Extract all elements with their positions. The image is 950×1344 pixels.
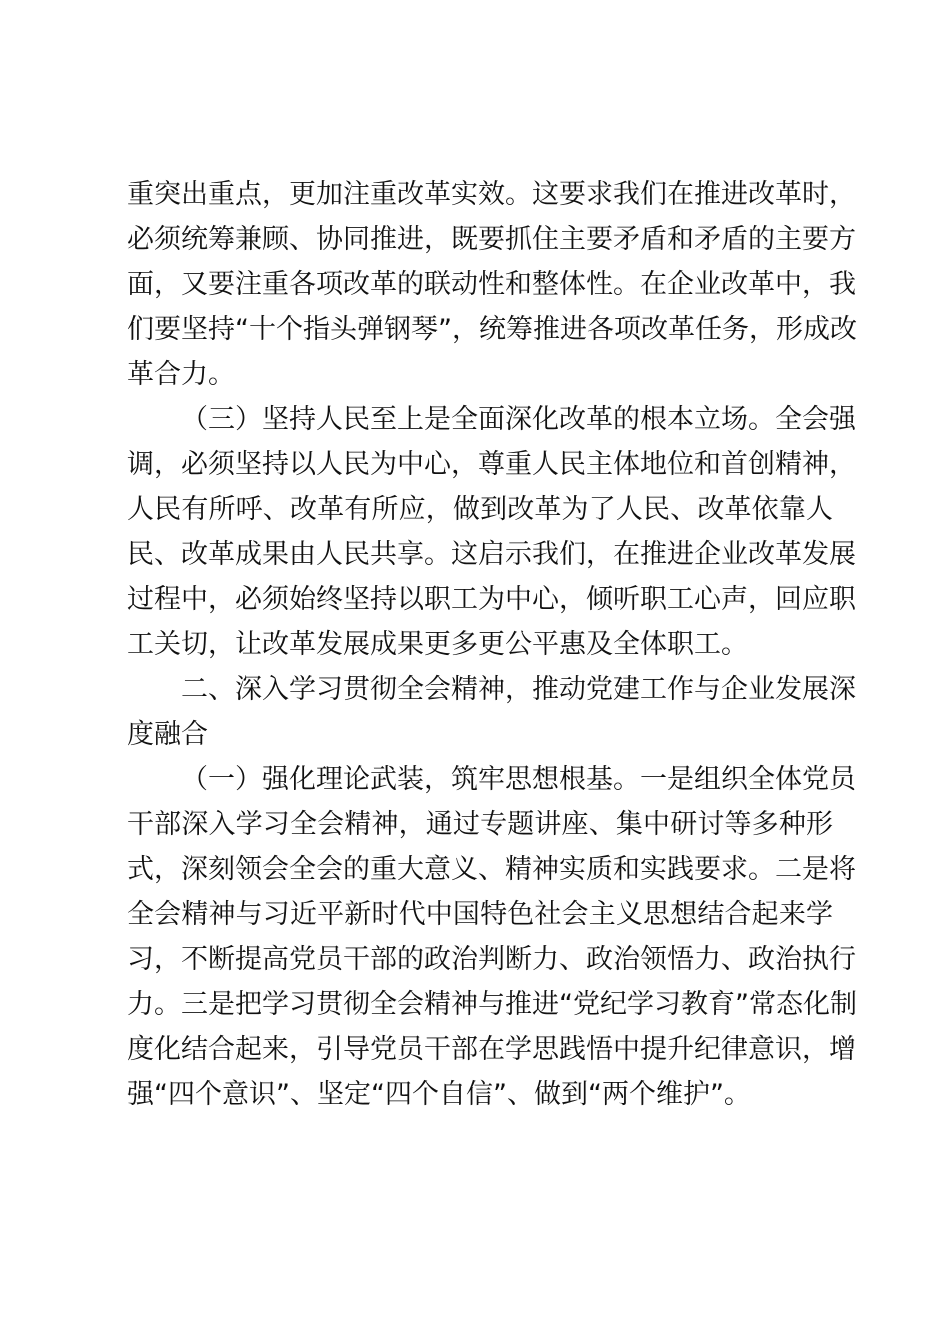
text-line: 面，又要注重各项改革的联动性和整体性。在企业改革中，我 (127, 269, 856, 300)
paragraph-continuation (127, 172, 857, 397)
text-line: 调，必须坚持以人民为中心，尊重人民主体地位和首创精神， (127, 449, 856, 480)
text-line: 人民有所呼、改革有所应，做到改革为了人民、改革依靠人 (127, 494, 833, 525)
heading-line: 二、深入学习贯彻全会精神，推动党建工作与企业发展深 (181, 674, 856, 705)
text-line: 革合力。 (127, 359, 235, 390)
paragraph-section-three (127, 397, 856, 667)
text-line: （三）坚持人民至上是全面深化改革的根本立场。全会强 (181, 404, 856, 435)
text-line: 全会精神与习近平新时代中国特色社会主义思想结合起来学 (127, 899, 833, 930)
text-line: （一）强化理论武装，筑牢思想根基。一是组织全体党员 (181, 764, 856, 795)
text-line: 必须统筹兼顾、协同推进，既要抓住主要矛盾和矛盾的主要方 (127, 224, 856, 255)
text-line: 们要坚持“十个指头弹钢琴”，统筹推进各项改革任务，形成改 (127, 314, 857, 345)
text-line: 强“四个意识”、坚定“四个自信”、做到“两个维护”。 (127, 1079, 751, 1110)
text-line: 重突出重点，更加注重改革实效。这要求我们在推进改革时， (127, 179, 856, 210)
section-heading-two (127, 667, 856, 757)
text-line: 工关切，让改革发展成果更多更公平惠及全体职工。 (127, 629, 748, 660)
text-line: 干部深入学习全会精神，通过专题讲座、集中研讨等多种形 (127, 809, 833, 840)
heading-line: 度融合 (127, 719, 208, 750)
text-line: 习，不断提高党员干部的政治判断力、政治领悟力、政治执行 (127, 944, 856, 975)
text-line: 式，深刻领会全会的重大意义、精神实质和实践要求。二是将 (127, 854, 856, 885)
document-body (127, 172, 857, 1117)
text-line: 度化结合起来，引导党员干部在学思践悟中提升纪律意识，增 (127, 1034, 856, 1065)
text-line: 民、改革成果由人民共享。这启示我们，在推进企业改革发展 (127, 539, 856, 570)
paragraph-subsection-one (127, 757, 857, 1117)
text-line: 力。三是把学习贯彻全会精神与推进“党纪学习教育”常态化制 (127, 989, 857, 1020)
text-line: 过程中，必须始终坚持以职工为中心，倾听职工心声，回应职 (127, 584, 856, 615)
